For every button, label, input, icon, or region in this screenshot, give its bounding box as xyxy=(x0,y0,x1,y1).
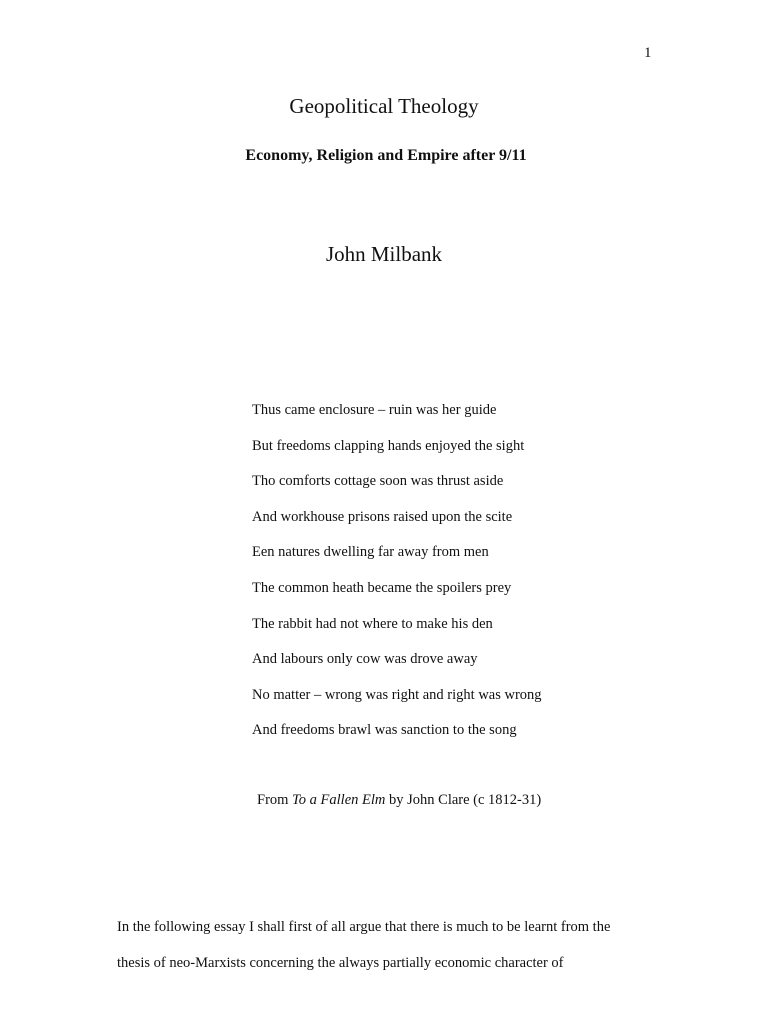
epigraph-poem xyxy=(252,400,542,756)
poem-line: And freedoms brawl was sanction to the song xyxy=(252,722,517,739)
document-author: John Milbank xyxy=(325,242,443,266)
epigraph-attribution xyxy=(257,792,541,809)
body-line: thesis of neo-Marxists concerning the always partially economic character of xyxy=(117,954,564,971)
attribution-prefix: From xyxy=(257,792,293,808)
poem-line: But freedoms clapping hands enjoyed the sight xyxy=(252,437,525,454)
poem-line: The rabbit had not where to make his den xyxy=(252,615,493,632)
page-number: 1 xyxy=(644,45,652,61)
poem-line: Tho comforts cottage soon was thrust aside xyxy=(252,473,504,490)
body-line: In the following essay I shall first of all argue that there is much to be learnt from the xyxy=(117,919,611,935)
poem-line: No matter – wrong was right and right was wrong xyxy=(252,686,542,703)
poem-line: And labours only cow was drove away xyxy=(252,651,478,668)
attribution-suffix: by John Clare (c 1812-31) xyxy=(385,792,542,808)
body-paragraph xyxy=(117,917,677,988)
poem-line: Thus came enclosure – ruin was her guide xyxy=(252,402,497,418)
attribution-work-title: To a Fallen Elm xyxy=(292,792,386,808)
poem-line: And workhouse prisons raised upon the scite xyxy=(252,508,513,525)
poem-line: Een natures dwelling far away from men xyxy=(252,544,489,561)
document-title: Geopolitical Theology xyxy=(289,94,479,118)
document-subtitle: Economy, Religion and Empire after 9/11 xyxy=(245,147,527,164)
poem-line: The common heath became the spoilers prey xyxy=(252,579,512,596)
